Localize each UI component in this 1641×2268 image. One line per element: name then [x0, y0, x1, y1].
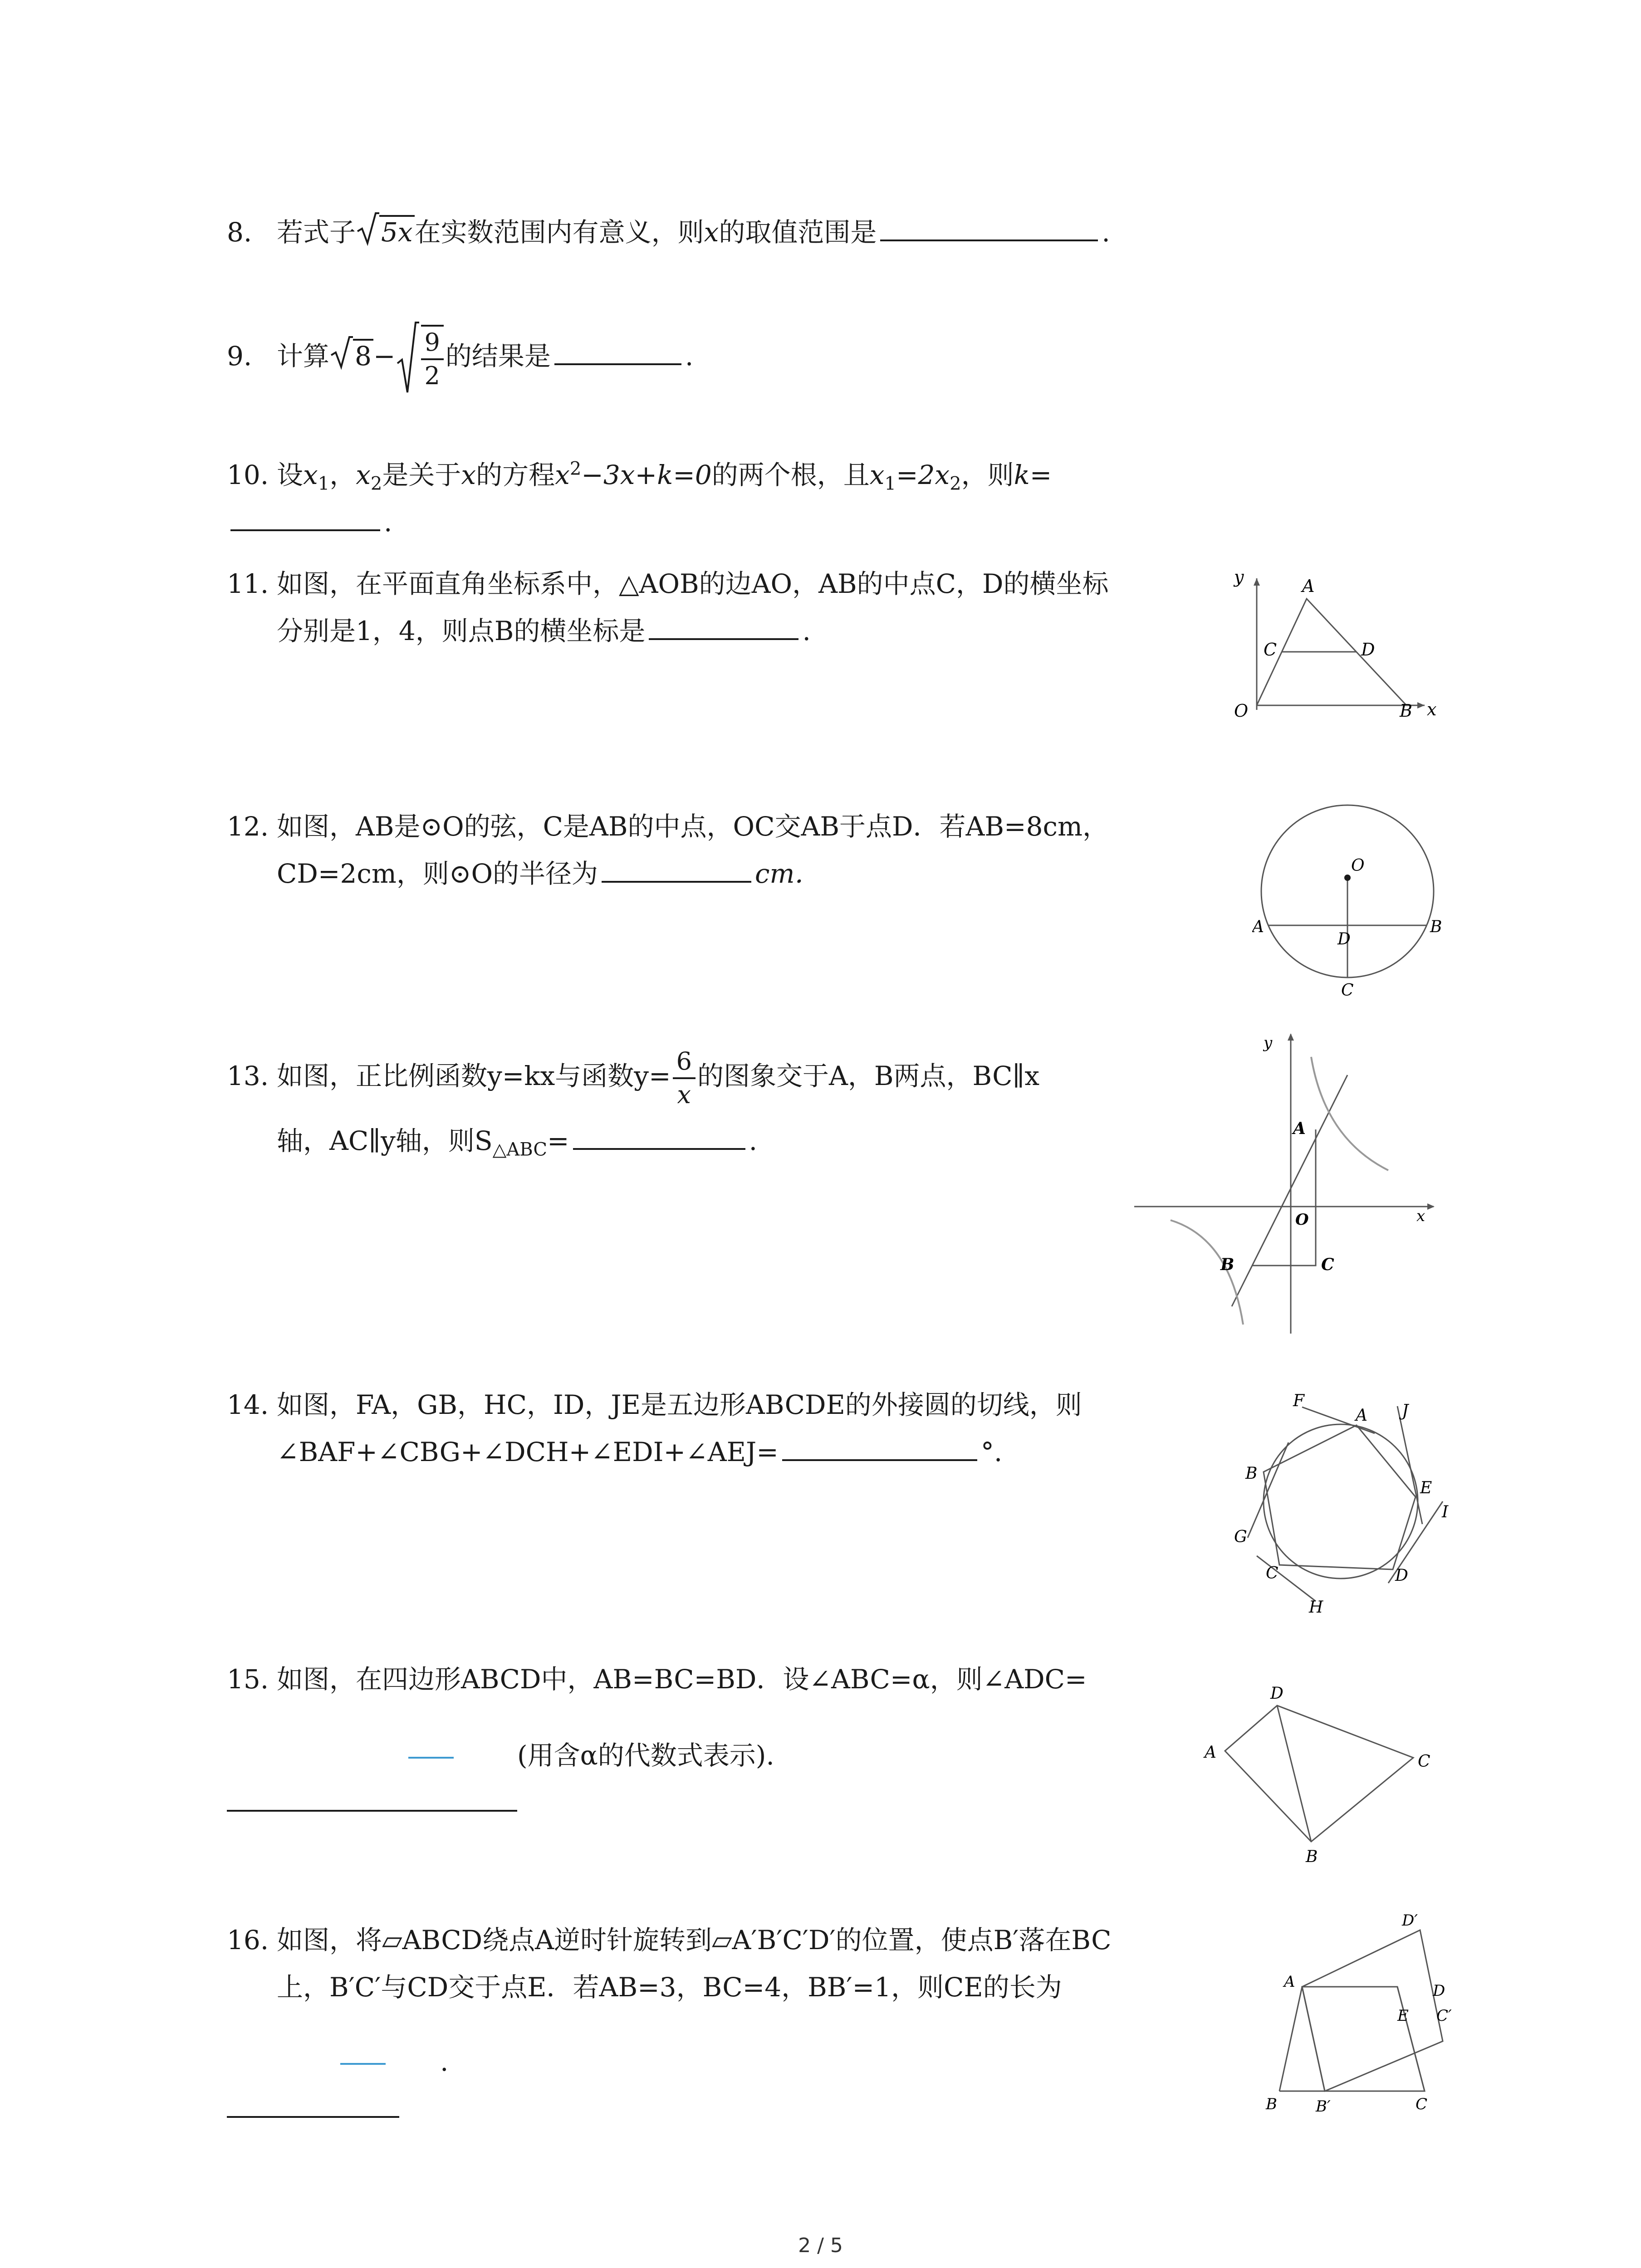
numerator: 6 [673, 1046, 696, 1079]
question-9 [227, 320, 1202, 397]
point-label-D: D [1361, 640, 1375, 660]
answer-blank[interactable] [227, 1783, 517, 1812]
answer-blank[interactable] [554, 336, 681, 365]
sqrt-expression [329, 332, 373, 380]
subscript: 1 [318, 473, 330, 494]
point-label-B: B [1306, 1848, 1318, 1866]
period: . [802, 616, 811, 646]
question-8 [227, 209, 1202, 256]
question-number: 9. [227, 341, 252, 372]
question-number: 11. [227, 568, 269, 599]
sqrt-fraction [396, 320, 446, 397]
question-text: 如图，在四边形ABCD中，AB=BC=BD．设∠ABC=α，则∠ADC= [277, 1664, 1087, 1695]
figure-11-coordinate-triangle [1216, 565, 1452, 739]
x-axis-label: x [1416, 1207, 1425, 1225]
point-label-G: G [1234, 1528, 1247, 1546]
y-axis-label: y [1264, 1034, 1273, 1052]
question-text: 如图，在平面直角坐标系中，△AOB的边AO，AB的中点C，D的横坐标 [277, 568, 1109, 599]
figure-12-circle-chord [1252, 798, 1443, 1000]
answer-blank[interactable] [880, 212, 1098, 241]
point-label-O: O [1295, 1211, 1309, 1229]
figure-16-rotated-parallelograms [1234, 1905, 1470, 2143]
point-label-B-prime: B′ [1316, 2097, 1331, 2116]
variable: x [303, 459, 318, 490]
point-label-C: C [1418, 1752, 1430, 1771]
fraction [421, 325, 444, 392]
question-text: 计算 [277, 341, 330, 372]
figure-13-function-graph [1134, 1030, 1443, 1340]
radical-sign-icon [329, 334, 353, 371]
radicand: 5x [379, 215, 415, 248]
x-axis-label: x [1427, 699, 1437, 719]
question-text: ，则 [961, 459, 1014, 490]
point-label-D: D [1433, 1982, 1445, 2000]
point-label-F: F [1293, 1392, 1304, 1410]
point-label-A: A [1284, 1973, 1295, 1991]
question-text: 轴，AC∥y轴，则S [277, 1125, 493, 1156]
denominator: 2 [424, 362, 440, 390]
question-text: 的图象交于A，B两点，BC∥x [697, 1061, 1040, 1092]
question-10 [227, 451, 1202, 546]
point-label-D-prime: D′ [1402, 1911, 1418, 1930]
question-12 [227, 803, 1202, 897]
question-11 [227, 560, 1202, 655]
question-text: CD=2cm，则⊙O的半径为 [277, 858, 598, 889]
comma: ， [329, 459, 356, 490]
denominator: x [677, 1080, 691, 1109]
figure-15-quadrilateral [1189, 1678, 1443, 1871]
point-label-C: C [1266, 1564, 1279, 1583]
question-text: 的两个根，且 [711, 459, 870, 490]
question-16 [227, 1916, 1202, 2132]
question-text: 的结果是 [445, 341, 551, 372]
point-label-C: C [1321, 1255, 1334, 1274]
point-label-D: D [1270, 1684, 1283, 1703]
question-15 [227, 1656, 1202, 1826]
question-14 [227, 1381, 1202, 1476]
question-text: 设 [277, 459, 304, 490]
equation: x [869, 459, 885, 490]
variable: x [461, 459, 476, 490]
point-label-A: A [1205, 1743, 1216, 1762]
point-label-D: D [1337, 930, 1351, 948]
question-text: ∠BAF+∠CBG+∠DCH+∠EDI+∠AEJ= [277, 1437, 779, 1467]
question-text: 如图，FA，GB，HC，ID，JE是五边形ABCDE的外接圆的切线，则 [277, 1389, 1082, 1420]
figure-14-pentagon-tangents [1220, 1388, 1456, 1617]
question-text: 若式子 [277, 217, 356, 248]
point-label-O: O [1351, 856, 1365, 875]
period: . [1102, 217, 1110, 248]
point-label-C: C [1264, 640, 1277, 660]
point-label-E: E [1397, 2007, 1409, 2025]
point-label-A: A [1302, 576, 1315, 596]
question-number: 12. [227, 811, 269, 842]
question-text: 在实数范围内有意义，则 [414, 217, 704, 248]
answer-blank[interactable] [230, 502, 380, 531]
fraction [673, 1046, 696, 1111]
answer-blank[interactable] [602, 854, 751, 883]
page-number: 2 / 5 [798, 2234, 843, 2257]
period: . [440, 2046, 449, 2077]
answer-blank[interactable] [649, 611, 798, 640]
question-text: 如图，AB是⊙O的弦，C是AB的中点，OC交AB于点D．若AB=8cm， [277, 811, 1109, 842]
point-label-B: B [1220, 1255, 1234, 1274]
blue-dash-mark [340, 2063, 386, 2065]
point-label-C: C [1416, 2095, 1428, 2113]
point-label-O: O [1234, 701, 1249, 721]
y-axis-label: y [1234, 567, 1244, 587]
blue-dash-mark [408, 1757, 454, 1759]
point-label-H: H [1309, 1598, 1323, 1615]
point-label-B: B [1430, 918, 1442, 936]
question-text: 如图，正比例函数y=kx与函数y= [277, 1061, 671, 1092]
unit-text: cm． [755, 858, 821, 889]
radical-sign-icon [356, 210, 379, 247]
radical-sign-icon [396, 320, 419, 397]
variable: x [356, 459, 371, 490]
period: °. [980, 1437, 1003, 1467]
question-number: 10. [227, 459, 269, 490]
period: . [749, 1125, 757, 1156]
point-label-A: A [1356, 1406, 1367, 1425]
question-number: 13. [227, 1061, 269, 1092]
equals-sign: = [547, 1125, 569, 1156]
subscript: 2 [950, 473, 961, 494]
question-text: 是关于 [382, 459, 461, 490]
question-number: 14. [227, 1389, 269, 1420]
equation: −3x+k=0 [581, 459, 712, 490]
question-text: 的方程 [476, 459, 555, 490]
subscript: △ABC [492, 1139, 547, 1160]
answer-blank[interactable] [227, 2089, 399, 2118]
variable: x [704, 217, 719, 248]
period: . [384, 507, 392, 538]
sqrt-expression [356, 209, 415, 256]
point-label-J: J [1402, 1402, 1409, 1420]
question-text: 的取值范围是 [719, 217, 877, 248]
question-number: 15. [227, 1664, 269, 1695]
minus-sign: − [373, 341, 396, 372]
question-text: 分别是1，4，则点B的横坐标是 [277, 616, 646, 646]
radicand: 8 [353, 339, 373, 371]
point-label-A: A [1293, 1119, 1306, 1138]
period: . [685, 341, 694, 372]
point-label-B: B [1245, 1464, 1258, 1483]
point-label-I: I [1442, 1503, 1449, 1521]
point-label-B: B [1266, 2095, 1277, 2113]
point-label-E: E [1420, 1479, 1432, 1497]
question-13 [227, 1046, 1202, 1164]
point-label-C: C [1341, 981, 1354, 998]
question-text: 如图，将▱ABCD绕点A逆时针旋转到▱A′B′C′D′的位置，使点B′落在BC [277, 1925, 1112, 1955]
equation: =2x [896, 459, 950, 490]
answer-blank[interactable] [782, 1432, 977, 1461]
numerator: 9 [421, 327, 444, 360]
question-text: 上，B′C′与CD交于点E．若AB=3，BC=4，BB′=1，则CE的长为 [277, 1972, 1062, 2003]
subscript: 2 [370, 473, 382, 494]
equation: k= [1014, 459, 1052, 490]
subscript: 1 [884, 473, 896, 494]
point-label-D: D [1395, 1566, 1408, 1585]
question-number: 16. [227, 1925, 269, 1955]
point-label-A: A [1252, 918, 1264, 936]
point-label-C-prime: C′ [1436, 2007, 1452, 2025]
equation: x [555, 459, 570, 490]
question-number: 8. [227, 217, 252, 248]
question-text: (用含α的代数式表示). [517, 1740, 774, 1771]
superscript: 2 [569, 458, 582, 479]
answer-blank[interactable] [573, 1121, 745, 1150]
point-label-B: B [1400, 701, 1412, 721]
